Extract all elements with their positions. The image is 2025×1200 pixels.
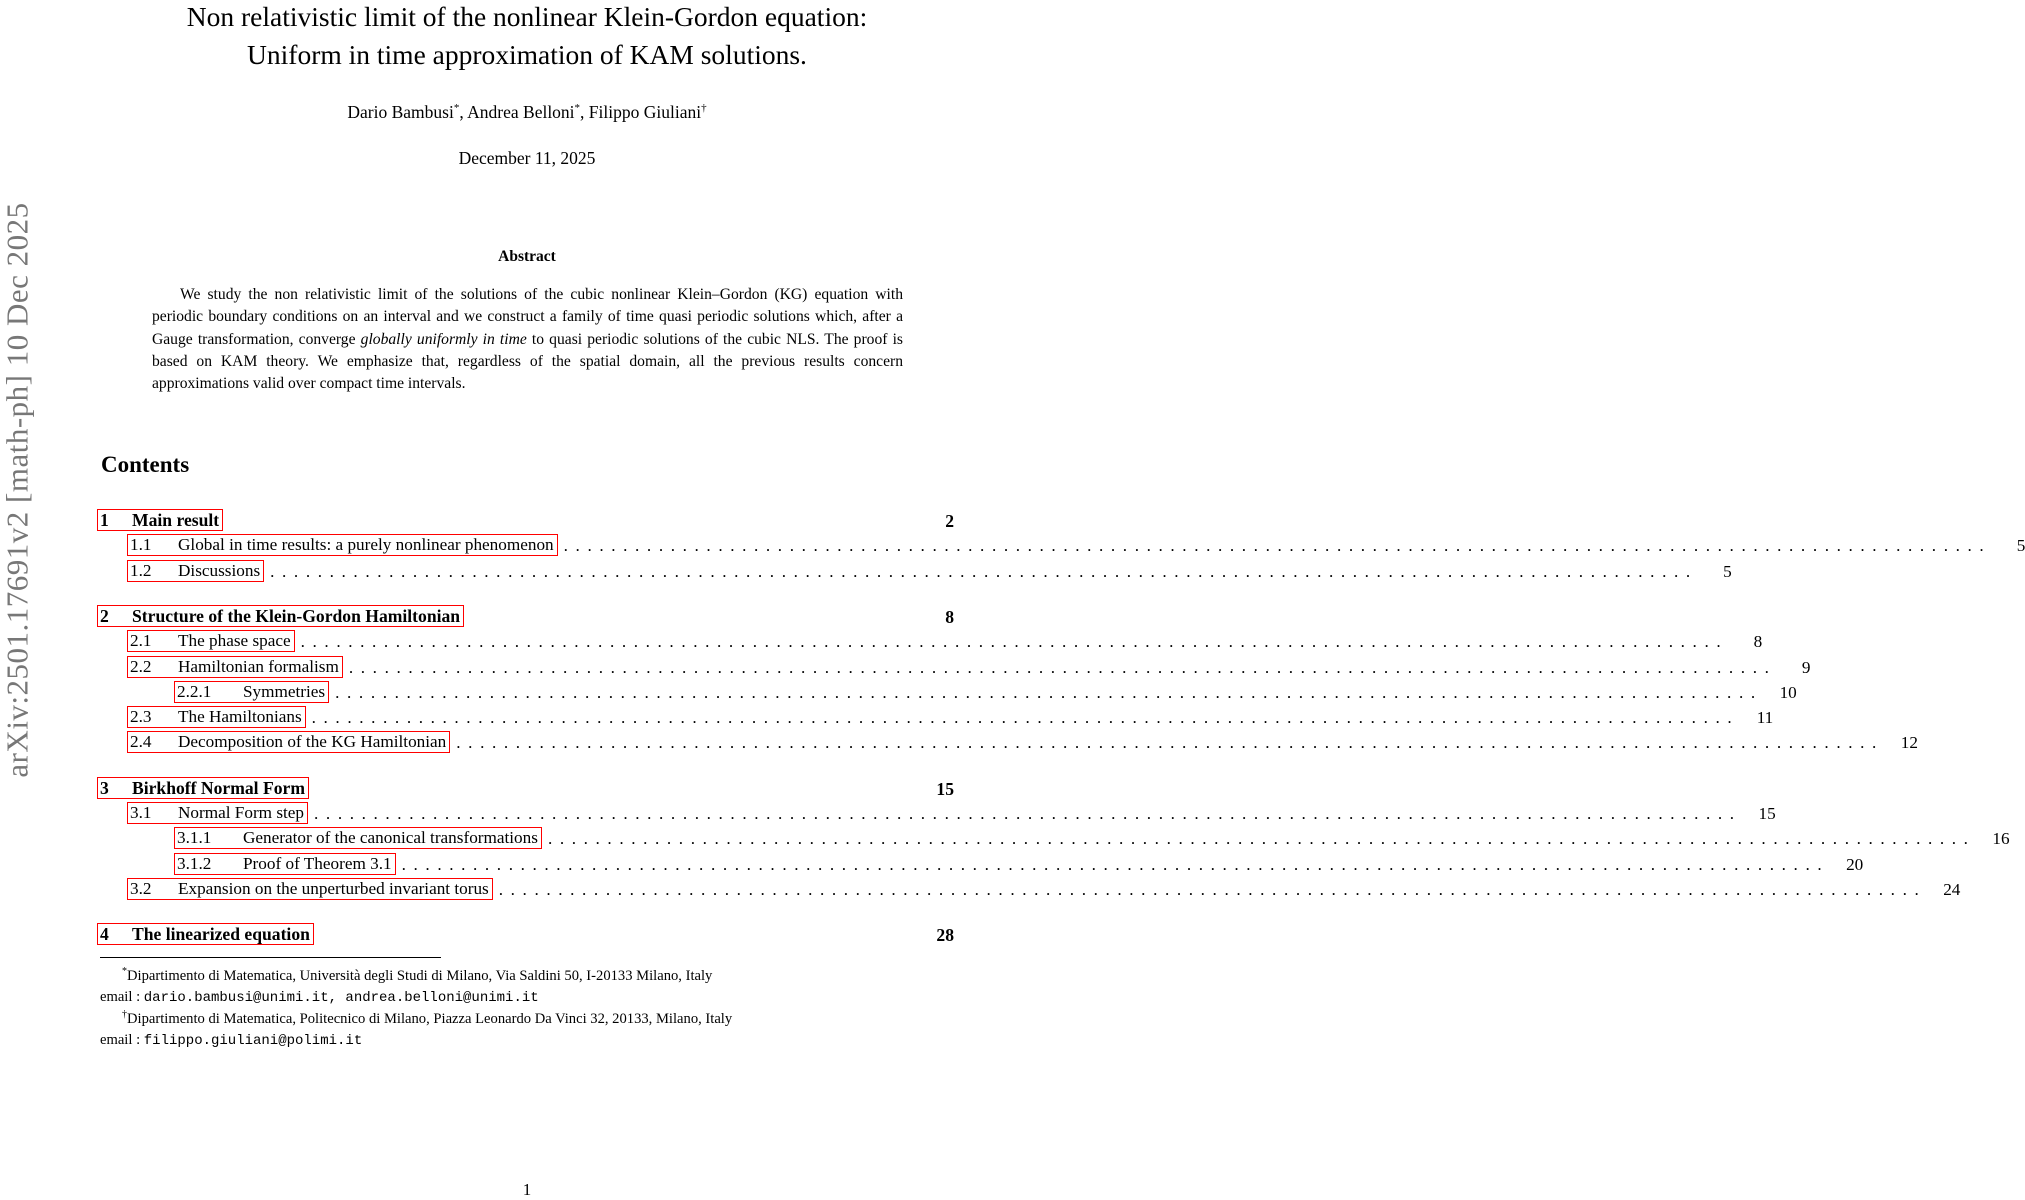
toc-title: Birkhoff Normal Form <box>132 777 305 798</box>
toc-subsubsection <box>100 849 1864 875</box>
footnote-rule <box>100 957 441 958</box>
toc-link[interactable] <box>127 802 308 824</box>
toc-page-number: 2 <box>945 511 954 531</box>
toc-page-number: 12 <box>1900 733 1918 753</box>
toc-leader-dots: ........................................................................................................................ <box>314 804 1742 823</box>
toc-page-number: 5 <box>1723 561 1732 581</box>
publication-date: December 11, 2025 <box>458 148 596 168</box>
toc-title: The linearized equation <box>132 924 310 945</box>
toc-number: 3.1.2 <box>177 853 212 873</box>
toc-link[interactable] <box>127 630 295 652</box>
toc-link[interactable] <box>174 681 329 703</box>
toc-subsection <box>100 798 1776 824</box>
toc-leader-dots: ........................................................................................................................ <box>270 561 1698 581</box>
email-link-1[interactable]: dario.bambusi@unimi.it, andrea.belloni@unimi.it <box>143 989 539 1006</box>
toc-page-number: 11 <box>1756 708 1774 728</box>
toc-link[interactable] <box>127 656 343 678</box>
toc-link[interactable] <box>97 777 309 799</box>
toc-page-number: 8 <box>1753 632 1763 652</box>
abstract-body: We study the non relativistic limit of the solutions of the cubic nonlinear Klein–Gordon (KG) equation with periodic boundary conditions on an interval and we construct a family of time quasi periodic solutions which, after a Gauge transformation, converge globally uniformly in time to quasi periodic solutions of the cubic NLS. The proof is based on KAM theory. We emphasize that, regardless of the spatial domain, all the previous results concern approximations valid over compact time intervals. <box>152 286 903 393</box>
toc-title: Decomposition of the KG Hamiltonian <box>178 732 447 752</box>
toc-leader-dots: ........................................................................................................................ <box>311 708 1740 728</box>
toc-page-number: 5 <box>2016 536 2025 556</box>
toc-link[interactable] <box>127 560 264 582</box>
toc-number: 3 <box>100 777 109 798</box>
toc-page-number: 16 <box>1992 829 2010 849</box>
email-link-2[interactable]: filippo.giuliani@polimi.it <box>143 1032 363 1049</box>
toc-page-number: 10 <box>1779 682 1797 702</box>
paper-title <box>100 0 954 74</box>
toc-link[interactable] <box>97 923 314 945</box>
toc-number: 3.1.1 <box>177 828 212 848</box>
toc-number: 2.3 <box>130 707 152 727</box>
toc-link[interactable] <box>174 853 396 875</box>
toc-number: 4 <box>100 924 109 945</box>
toc-page-number: 24 <box>1943 879 1961 899</box>
toc-subsubsection <box>100 677 1797 703</box>
toc-title: Normal Form step <box>178 803 305 822</box>
toc-page-number: 15 <box>1758 804 1776 823</box>
toc-leader-dots: ........................................................................................................................ <box>498 879 1927 899</box>
toc-number: 2.2.1 <box>177 681 212 701</box>
toc-link[interactable] <box>97 509 223 531</box>
toc-title: Structure of the Klein-Gordon Hamiltonian <box>132 605 461 626</box>
author-3: Filippo Giuliani† <box>588 102 707 122</box>
toc-number: 2.1 <box>130 631 152 651</box>
toc-leader-dots: ........................................................................................................................ <box>401 854 1830 874</box>
toc-page-number: 20 <box>1846 854 1864 874</box>
toc-leader-dots: ........................................................................................................................ <box>300 632 1729 652</box>
toc-subsection <box>100 652 1811 678</box>
toc-title: Global in time results: a purely nonlinear phenomenon <box>178 535 554 555</box>
toc-link[interactable] <box>127 878 493 900</box>
toc-number: 1 <box>100 510 109 530</box>
toc-page-number: 28 <box>936 925 954 946</box>
toc-section <box>100 919 954 945</box>
toc-subsection <box>100 556 1732 582</box>
toc-number: 2.4 <box>130 732 152 752</box>
toc-title: Generator of the canonical transformations <box>243 828 538 848</box>
footnote-2: †Dipartimento di Matematica, Politecnico di Milano, Piazza Leonardo Da Vinci 32, 20133, Milano, Italy email : filippo.giuliani@polimi.it <box>100 1009 733 1049</box>
footnote-1: *Dipartimento di Matematica, Università degli Studi di Milano, Via Saldini 50, I-20133 Milano, Italy email : dario.bambusi@unimi.it, andrea.belloni@unimi.it <box>100 966 713 1006</box>
toc-title: The Hamiltonians <box>178 707 302 727</box>
toc-title: Main result <box>132 510 220 530</box>
toc-subsection <box>100 874 1961 900</box>
arxiv-stamp <box>0 140 36 840</box>
title-line-1: Non relativistic limit of the nonlinear Klein-Gordon equation: <box>186 1 868 32</box>
toc-title: Expansion on the unperturbed invariant torus <box>178 878 489 898</box>
toc-number: 1.1 <box>130 535 152 555</box>
toc-subsection <box>100 530 2025 556</box>
author-2: Andrea Belloni*, <box>467 102 589 122</box>
abstract-heading: Abstract <box>498 248 556 265</box>
contents-heading: Contents <box>101 452 190 477</box>
toc-link[interactable] <box>97 605 464 627</box>
toc-subsection <box>100 727 1918 753</box>
toc-page-number: 15 <box>936 778 954 799</box>
toc-title: Symmetries <box>243 681 326 701</box>
toc-page-number: 8 <box>945 606 954 627</box>
author-1: Dario Bambusi*, <box>347 102 468 122</box>
toc-subsection <box>100 702 1774 728</box>
toc-number: 2 <box>100 605 109 626</box>
toc-title: The phase space <box>178 631 291 651</box>
toc-number: 3.2 <box>130 878 152 898</box>
toc-link[interactable] <box>174 827 542 849</box>
toc-section <box>100 505 954 531</box>
toc-leader-dots: ........................................................................................................................ <box>547 829 1976 849</box>
toc-leader-dots: ........................................................................................................................ <box>456 733 1884 753</box>
toc-leader-dots: ........................................................................................................................ <box>563 536 1992 556</box>
toc-link[interactable] <box>127 706 306 728</box>
title-line-2: Uniform in time approximation of KAM solutions. <box>247 39 807 70</box>
toc-section <box>100 601 954 627</box>
abstract-emphasis: globally uniformly in time <box>360 330 527 348</box>
toc-title: Hamiltonian formalism <box>178 656 339 676</box>
arxiv-stamp-text: arXiv:2501.17691v2 [math-ph] 10 Dec 2025 <box>0 202 35 778</box>
toc-link[interactable] <box>127 731 450 753</box>
toc-title: Discussions <box>178 560 261 580</box>
author-list <box>100 102 954 123</box>
toc-title: Proof of Theorem 3.1 <box>243 853 392 873</box>
toc-leader-dots: ........................................................................................................................ <box>348 657 1777 677</box>
toc-number: 2.2 <box>130 656 152 676</box>
toc-link[interactable] <box>127 534 558 556</box>
toc-page-number: 9 <box>1801 657 1811 677</box>
toc-subsubsection <box>100 823 2010 849</box>
toc-section <box>100 773 954 799</box>
toc-number: 3.1 <box>130 803 152 822</box>
toc-number: 1.2 <box>130 560 152 580</box>
page-number: 1 <box>522 1180 532 1199</box>
toc-subsection <box>100 626 1763 652</box>
toc-leader-dots: ........................................................................................................................ <box>335 682 1763 702</box>
